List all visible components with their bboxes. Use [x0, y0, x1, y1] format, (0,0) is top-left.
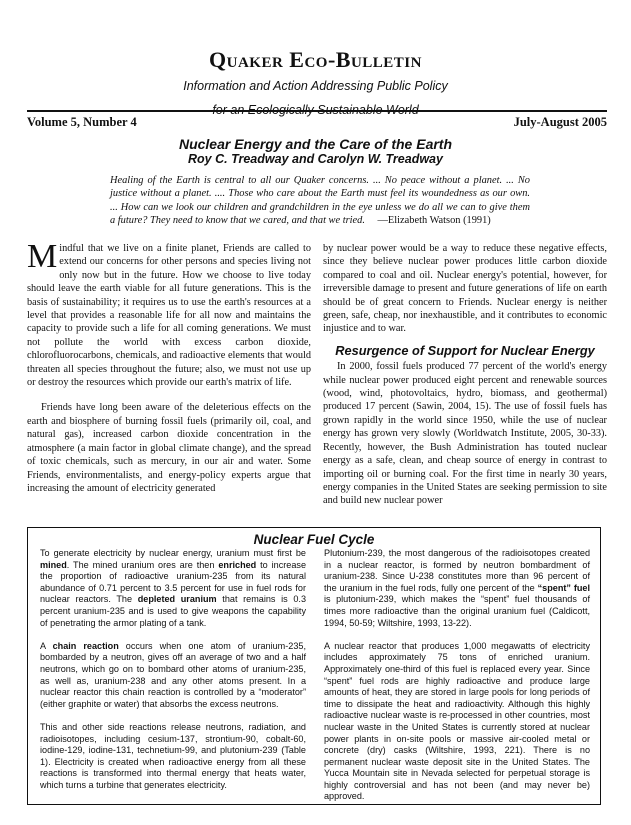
article-title: Nuclear Energy and the Care of the Earth — [178, 136, 453, 152]
sidebar-text: occurs when one atom of uranium-235, bombarded by a neutron, gives off an average of two and a half neutrons, which go on to bombard other atoms of uranium-235, as well as, uranium-238 and any other atoms present. In a nuclear reactor this chain reaction is controlled by a “moderator” (either graphite or water) that absorbs the excess neutrons. — [40, 640, 306, 709]
issue-date: July-August 2005 — [513, 115, 607, 129]
drop-cap: M — [27, 238, 58, 275]
body-paragraph-2: Friends have long been aware of the deleterious effects on the earth and biosphere of burning fossil fuels (primarily oil, coal, and natural gas), increased carbon dioxide concentration in the atmosphere (a main factor in global climate change), and the spread of toxic chemicals, such as mercury, in our air and water. Some Friends, environmentalists, and energy-policy experts argue that increasing the amount of electricity generated — [27, 402, 311, 494]
sidebar-paragraph-3: This and other side reactions release neutrons, radiation, and radioisotopes, including cesium-137, strontium-90, cobalt-60, iodine-129, iodine-131, technetium-99, and plutonium-239 (Table 1). Electricity is created when radioactive energy from all these reactions is transformed into thermal energy that heats water, which turns a turbine that generates electricity. — [40, 721, 306, 790]
article-column-left — [27, 238, 311, 495]
sidebar-term-chain-reaction: chain reaction — [52, 640, 119, 651]
sidebar-term-mined: mined — [40, 559, 67, 570]
article-column-right — [323, 242, 607, 508]
body-paragraph-1 — [27, 238, 311, 389]
sidebar-text: is plutonium-239, which makes the “spent” fuel thousands of times more radioactive than the original uranium fuel (Caldicott, 1994, 50-59; Wiltshire, 1993, 13-22). — [324, 594, 590, 628]
sidebar-text: to increase the proportion of radioactive uranium-235 from its natural abundance of 0.71 percent to 3.5 percent for use in fuel rods for nuclear reactors. The — [40, 559, 307, 605]
sidebar-title: Nuclear Fuel Cycle — [253, 532, 375, 547]
sidebar-box — [27, 527, 601, 805]
newsletter-tagline-line-2: for an Ecologically Sustainable World — [212, 103, 419, 117]
sidebar-text: Plutonium-239, the most dangerous of the radioisotopes created in a nuclear reactor, is formed by neutron bombardment of uranium-238. Since U-238 constitutes more than 96 percent of the uranium in the fuel rods, fully one percent of the — [324, 548, 590, 593]
sidebar-term-depleted-uranium: depleted uranium — [137, 594, 217, 605]
section-heading: Resurgence of Support for Nuclear Energy — [335, 342, 595, 358]
sidebar-column-right — [324, 548, 590, 803]
epigraph-attribution: —Elizabeth Watson (1991) — [377, 214, 491, 226]
body-paragraph-1-text: indful that we live on a finite planet, Friends are called to extend our concerns for other persons and species living not only now but in the future. How we choose to live today should leave the earth viable for all future generations. This is the basis of sustainability; it requires us to use the earth's resources at a level that provides a reasonable life for all now and maintains the capacity to provide such a life for all coming generations. We must not pollute the world with excess carbon dioxide, chlorofluorocarbons, chemicals, and radioactive elements that would threaten all species throughout the future; also, we must not use up or destroy the resources which provide our earth's matrix of life. — [27, 243, 311, 389]
issue-bar — [27, 110, 607, 130]
sidebar-column-left — [40, 548, 306, 791]
body-paragraph-2-continued: by nuclear power would be a way to reduce these negative effects, since they believe nuclear power produces little carbon dioxide compared to coal and oil. Nuclear energy's potential, however, for irreversible damage to present and future generations of life on earth should be of great concern to Friends. Nuclear energy is neither green, safe, cheap, nor inexhaustible, and it contributes to economic injustice and to war. — [323, 243, 607, 335]
issue-volume: Volume 5, Number 4 — [27, 115, 137, 129]
epigraph-quote: Healing of the Earth is central to all our Quaker concerns. ... No peace without a planet. ... No justice without a planet. .... Those who care about the Earth must feel its woundedness as our own. ... How can we look our children and grandchildren in the eye unless we do all we can to give them a future? They need to know that we cared, and that we tried. — [110, 175, 530, 226]
newsletter-title: Quaker Eco-Bulletin — [209, 47, 422, 72]
newsletter-tagline-line-1: Information and Action Addressing Public Policy — [183, 79, 448, 93]
sidebar-text: that remains is 0.3 percent uranium-235 and is used to give weapons the capability of penetrating the armor plating of a tank. — [40, 594, 307, 628]
body-paragraph-3: In 2000, fossil fuels produced 77 percent of the world's energy while nuclear power produced eight percent and renewable sources (wood, wind, photovoltaics, hydro, biomass, and geothermal) produced 17 percent (Sawin, 2004, 15). The use of fossil fuels has grown rapidly in the world since 1950, while the use of nuclear energy has grown very slowly (Worldwatch Institute, 2005, 30-33). Recently, however, the Bush Administration has touted nuclear energy as a safe, clean, and cheap source of energy in contrast to importing oil or burning coal. For the first time in nearly 30 years, energy companies in the United States are seeking permission to site and build new nuclear power — [323, 361, 607, 507]
sidebar-term-spent-fuel: “spent” fuel — [537, 582, 590, 593]
sidebar-paragraph-2 — [40, 641, 306, 711]
sidebar-paragraph-1 — [40, 548, 306, 629]
sidebar-text: . The mined uranium ores are then — [66, 559, 219, 570]
epigraph — [110, 174, 530, 227]
sidebar-term-enriched: enriched — [218, 559, 257, 570]
sidebar-paragraph-4 — [324, 548, 590, 629]
article-authors: Roy C. Treadway and Carolyn W. Treadway — [188, 152, 443, 166]
sidebar-text: A — [40, 640, 53, 651]
sidebar-paragraph-5: A nuclear reactor that produces 1,000 megawatts of electricity includes approximately 75 tons of enriched uranium. Approximately one-third of this fuel is replaced every year. Since “spent” fuel rods are highly radioactive and produce large amounts of heat, they are stored in large pools for long periods of time to dissipate the heat and radioactivity. Although this highly radioactive nuclear waste is re-processed in other countries, most nuclear waste in the United States is currently stored at nuclear power plants in on-site pools or massive air-cooled metal or concrete (dry) casks (Wiltshire, 1993, 221). There is no permanent nuclear waste deposit site in the United States. The Yucca Mountain site in Nevada selected for perpetual storage is highly controversial and has not been (and may never be) approved. — [324, 640, 590, 802]
sidebar-text: To generate electricity by nuclear energy, uranium must first be — [40, 548, 306, 558]
masthead — [0, 48, 631, 118]
